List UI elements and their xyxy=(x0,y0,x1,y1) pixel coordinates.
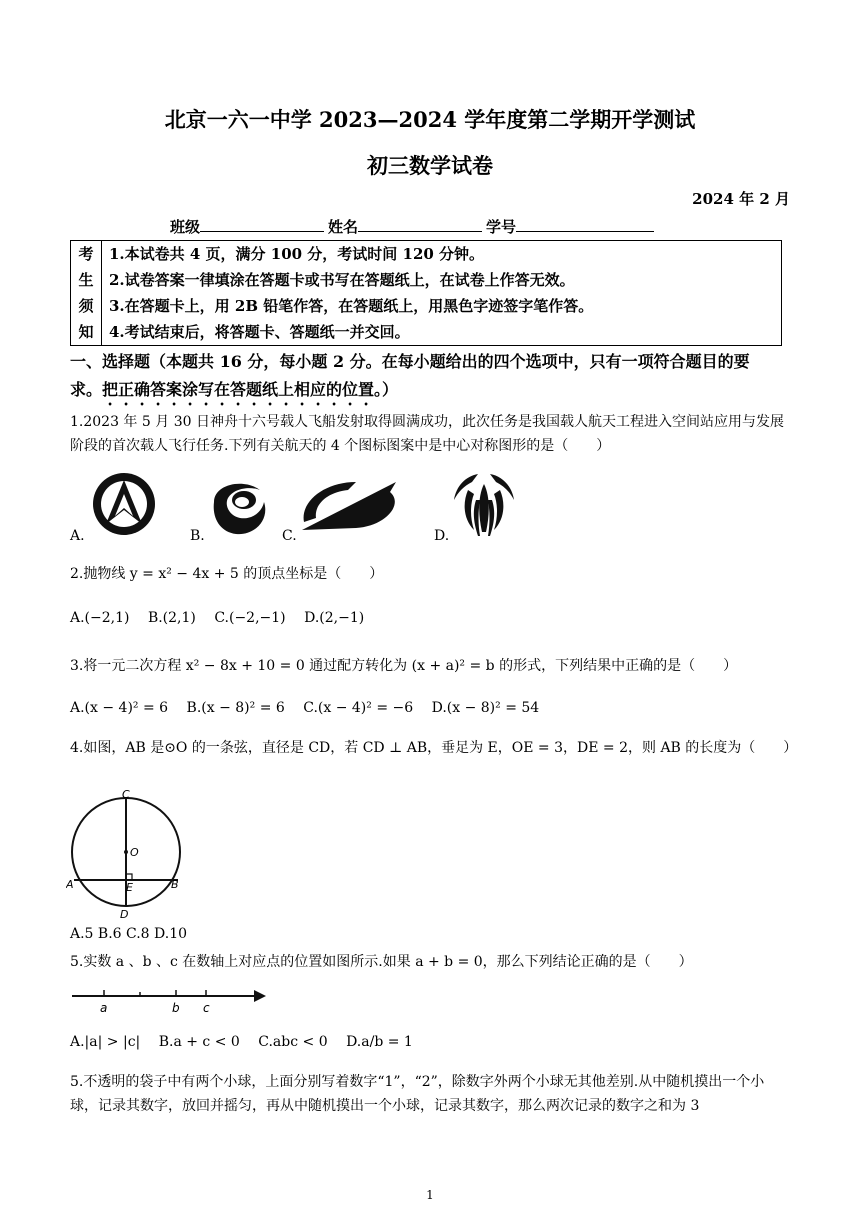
option-b: B.a + c < 0 xyxy=(158,1034,240,1050)
option-d: D.a/b = 1 xyxy=(346,1034,413,1050)
exam-subtitle: 初三数学试卷 xyxy=(367,153,493,178)
circle-chord-figure xyxy=(66,790,190,920)
option-c: C.(x − 4)² = −6 xyxy=(303,700,414,716)
option-a: A.(−2,1) xyxy=(70,610,130,626)
name-label: 姓名 xyxy=(328,218,359,236)
notice-side-char: 须 xyxy=(78,297,94,315)
option-d: D.(2,−1) xyxy=(304,610,365,626)
notice-side-char: 知 xyxy=(78,323,94,341)
option-a: A.|a| > |c| xyxy=(70,1034,141,1050)
notice-side-label xyxy=(71,241,102,345)
section-line-1: 一、选择题（本题共 16 分，每小题 2 分。在每小题给出的四个选项中，只有一项符合题目的要 xyxy=(70,352,750,371)
page-number: 1 xyxy=(426,1188,434,1202)
section-line-2: 求。把正确答案涂写在答题纸上相应的位置。） xyxy=(70,380,399,399)
option-label: C. xyxy=(282,528,297,544)
class-label: 班级 xyxy=(170,218,201,236)
option-label: B. xyxy=(190,528,205,544)
swirl-logo-icon xyxy=(204,476,274,538)
orbit-slash-logo-icon xyxy=(294,474,406,536)
id-blank xyxy=(516,217,654,232)
notice-side-char: 生 xyxy=(78,271,94,289)
question-4-options: A.5 B.6 C.8 D.10 xyxy=(70,926,188,942)
id-label: 学号 xyxy=(486,218,517,236)
figure-label-b: B xyxy=(171,878,179,891)
rocket-launch-logo-icon xyxy=(448,470,520,542)
question-3-text: 3.将一元二次方程 x² − 8x + 10 = 0 通过配方转化为 (x + a)² = b 的形式，下列结果中正确的是（ ） xyxy=(70,658,738,674)
name-blank xyxy=(358,217,482,232)
number-line-figure xyxy=(70,984,270,1020)
option-c: C.abc < 0 xyxy=(258,1034,328,1050)
option-b: B.(x − 8)² = 6 xyxy=(186,700,285,716)
figure-label-e: E xyxy=(126,881,133,894)
question-2-text: 2.抛物线 y = x² − 4x + 5 的顶点坐标是（ ） xyxy=(70,566,384,582)
option-a: A.(x − 4)² = 6 xyxy=(70,700,169,716)
exam-date: 2024 年 2 月 xyxy=(692,190,790,208)
option-c: C.(−2,−1) xyxy=(214,610,286,626)
figure-label-d: D xyxy=(120,908,129,920)
notice-item: 3.在答题卡上，用 2B 铅笔作答，在答题纸上，用黑色字迹签字笔作答。 xyxy=(109,297,594,315)
student-info-line xyxy=(170,216,658,237)
notice-item: 2.试卷答案一律填涂在答题卡或书写在答题纸上，在试卷上作答无效。 xyxy=(109,271,575,289)
question-4-text: 4.如图，AB 是⊙O 的一条弦，直径是 CD，若 CD ⊥ AB，垂足为 E，OE = 3，DE = 2，则 AB 的长度为（ ） xyxy=(70,740,798,756)
question-2-options xyxy=(70,610,378,626)
question-3-options xyxy=(70,700,553,716)
notice-item: 4.考试结束后，将答题卡、答题纸一并交回。 xyxy=(109,323,410,341)
axis-label-c: c xyxy=(203,1001,210,1015)
option-b: B.(2,1) xyxy=(147,610,196,626)
figure-label-o: O xyxy=(130,846,139,859)
notice-item: 1.本试卷共 4 页，满分 100 分，考试时间 120 分钟。 xyxy=(109,245,485,263)
exam-title: 北京一六一中学 2023—2024 学年度第二学期开学测试 xyxy=(164,107,696,132)
notice-items xyxy=(109,241,593,345)
figure-label-a: A xyxy=(66,878,74,891)
question-6-text: 5.不透明的袋子中有两个小球，上面分别写着数字“1”，“2”，除数字外两个小球无其他差别.从中随机摸出一个小球，记录其数字，放回并摇匀，再从中随机摸出一个小球，记录其数字，那么两次记录的数字之和为 3 xyxy=(70,1074,765,1114)
figure-label-c: C xyxy=(122,790,130,801)
option-d: D.(x − 8)² = 54 xyxy=(431,700,540,716)
question-5-options xyxy=(70,1034,427,1050)
notice-side-char: 考 xyxy=(78,245,94,263)
arrow-circle-logo-icon xyxy=(90,470,158,538)
option-label: A. xyxy=(70,528,85,544)
option-label: D. xyxy=(434,528,450,544)
exam-notice-box xyxy=(70,240,782,346)
class-blank xyxy=(200,217,324,232)
question-5-text: 5.实数 a 、b 、c 在数轴上对应点的位置如图所示.如果 a + b = 0，那么下列结论正确的是（ ） xyxy=(70,954,693,970)
axis-label-b: b xyxy=(172,1001,180,1015)
question-1-figures xyxy=(70,470,530,546)
section-heading xyxy=(70,348,790,409)
axis-label-a: a xyxy=(100,1001,108,1015)
question-1-text: 1.2023 年 5 月 30 日神舟十六号载人飞船发射取得圆满成功，此次任务是我国载人航天工程进入空间站应用与发展阶段的首次载人飞行任务.下列有关航天的 4 个图标图案中是中心对称图形的是（ ） xyxy=(70,414,784,454)
